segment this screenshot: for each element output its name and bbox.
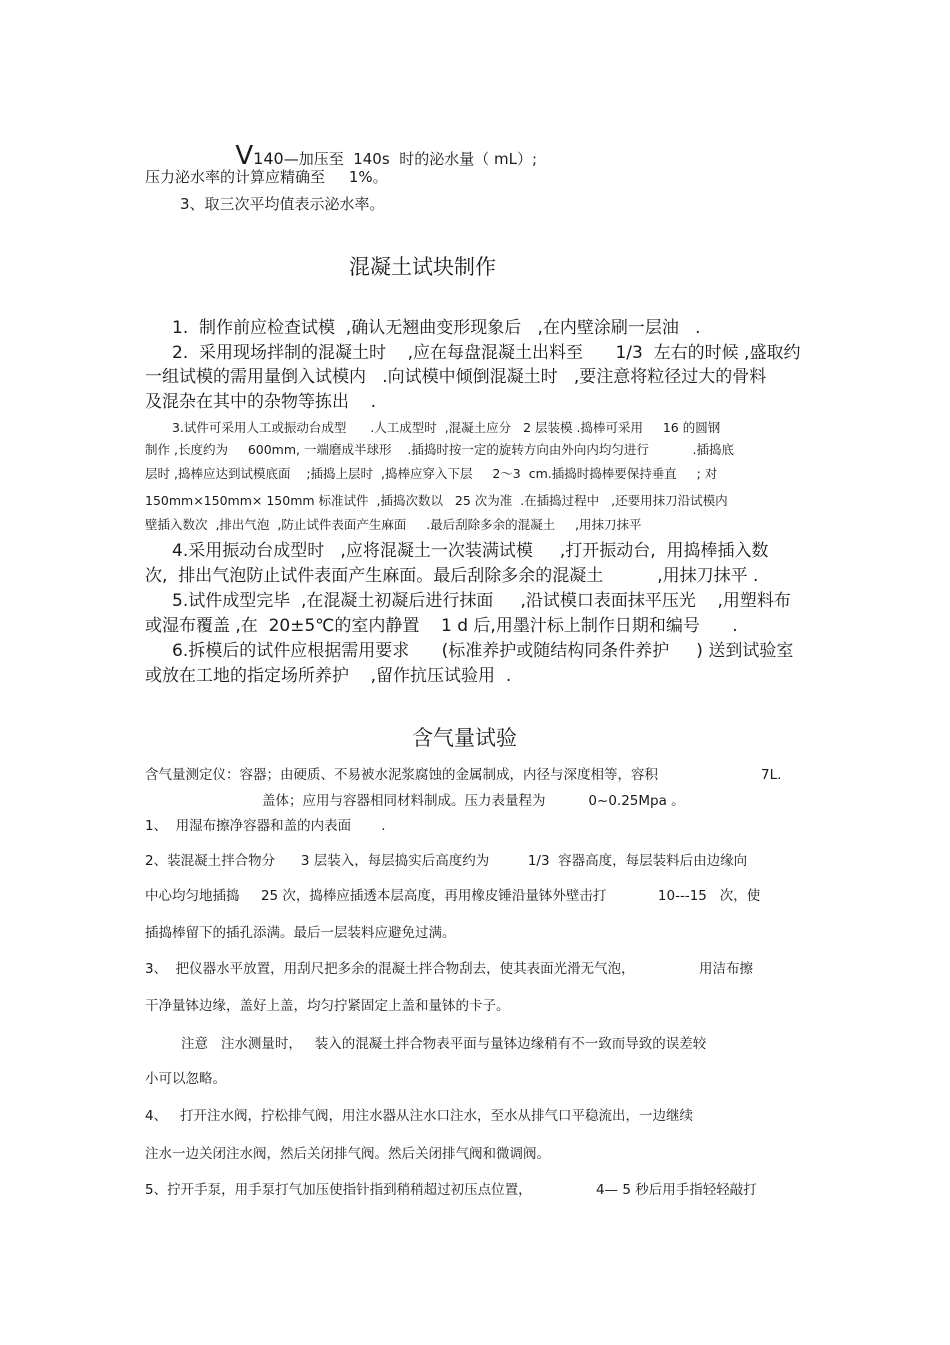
average-text: 3、取三次平均值表示泌水率。 <box>180 195 385 213</box>
v-definition: —加压至 140s 时的泌水量（ mL）; <box>283 150 537 168</box>
step-3-line-1: 3、 把仪器水平放置，用刮尺把多余的混凝土拌合物刮去，使其表面光滑无气泡， 用洁布擦 <box>145 961 754 977</box>
paragraph-4-line-1: 4.采用振动台成型时 ,应将混凝土一次装满试模 ,打开振动台, 用捣棒插入数 <box>172 541 769 561</box>
paragraph-2-line-1: 2. 采用现场拌制的混凝土时 ,应在每盘混凝土出料至 1/3 左右的时候 ,盛取约 <box>172 343 801 363</box>
paragraph-6-line-1: 6.拆模后的试件应根据需用要求 (标准养护或随结构同条件养护 ) 送到试验室 <box>172 641 794 661</box>
step-2-line-2: 中心均匀地插捣 25 次，捣棒应插透本层高度，再用橡皮锤沿量钵外壁击打 10---15 次，使 <box>145 888 761 904</box>
device-line-2: 盖体；应用与容器相同材料制成。压力表量程为 0~0.25Mpa 。 <box>262 793 685 809</box>
paragraph-1: 1. 制作前应检查试模 ,确认无翘曲变形现象后 ,在内壁涂刷一层油 . <box>172 318 701 338</box>
paragraph-6-line-2: 或放在工地的指定场所养护 ,留作抗压试验用 . <box>145 666 512 686</box>
paragraph-3-line-4: 150mm×150mm× 150mm 标准试件 ,插捣次数以 25 次为准 .在插捣过程中 ,还要用抹刀沿试模内 <box>145 493 728 508</box>
note-line-1: 注意 注水测量时， 装入的混凝土拌合物表平面与量钵边缘稍有不一致而导致的误差较 <box>181 1036 707 1052</box>
step-4-line-2: 注水一边关闭注水阀，然后关闭排气阀。然后关闭排气阀和微调阀。 <box>145 1146 550 1162</box>
paragraph-2-line-3: 及混杂在其中的杂物等拣出 . <box>145 392 377 412</box>
section-title-specimen: 混凝土试块制作 <box>349 255 496 279</box>
paragraph-3-line-5: 壁插入数次 ,排出气泡 ,防止试件表面产生麻面 .最后刮除多余的混凝土 ,用抹刀抹平 <box>145 517 642 532</box>
paragraph-3-line-3: 层时 ,捣棒应达到试模底面 ;插捣上层时 ,捣棒应穿入下层 2～3 cm.插捣时捣棒要保持垂直 ; 对 <box>145 466 718 481</box>
v-symbol: V <box>235 141 254 171</box>
section-title-air-content: 含气量试验 <box>412 726 517 750</box>
paragraph-2-line-2: 一组试模的需用量倒入试模内 .向试模中倾倒混凝土时 ,要注意将粒径过大的骨料 <box>145 367 767 387</box>
paragraph-4-line-2: 次, 排出气泡防止试件表面产生麻面。最后刮除多余的混凝土 ,用抹刀抹平 . <box>145 566 759 586</box>
paragraph-3-line-1: 3.试件可采用人工或振动台成型 .人工成型时 ,混凝土应分 2 层装模 .捣棒可采用 16 的圆钢 <box>172 420 721 435</box>
v-subscript: 140 <box>253 149 284 168</box>
paragraph-3-line-2: 制作 ,长度约为 600mm, 一端磨成半球形 .插捣时按一定的旋转方向由外向内均匀进行 .插捣底 <box>145 442 735 457</box>
step-2-line-3: 插捣棒留下的插孔添满。最后一层装料应避免过满。 <box>145 925 456 941</box>
step-2-line-1: 2、装混凝土拌合物分 3 层装入，每层捣实后高度约为 1/3 容器高度，每层装料后由边缘向 <box>145 853 748 869</box>
step-5-line-1: 5、拧开手泵，用手泵打气加压使指针指到稍稍超过初压点位置， 4— 5 秒后用手指轻轻敲打 <box>145 1182 757 1198</box>
step-4-line-1: 4、 打开注水阀，拧松排气阀，用注水器从注水口注水，至水从排气口平稳流出，一边继续 <box>145 1108 693 1124</box>
device-line-1: 含气量测定仪：容器；由硬质、不易被水泥浆腐蚀的金属制成，内径与深度相等，容积 7L. <box>145 767 782 783</box>
paragraph-5-line-2: 或湿布覆盖 ,在 20±5℃的室内静置 1 d 后,用墨汁标上制作日期和编号 . <box>145 616 738 636</box>
precision-text: 压力泌水率的计算应精确至 1%。 <box>145 168 388 186</box>
step-3-line-2: 干净量钵边缘，盖好上盖，均匀拧紧固定上盖和量钵的卡子。 <box>145 998 510 1014</box>
paragraph-5-line-1: 5.试件成型完毕 ,在混凝土初凝后进行抹面 ,沿试模口表面抹平压光 ,用塑料布 <box>172 591 791 611</box>
note-line-2: 小可以忽略。 <box>145 1071 226 1087</box>
step-1: 1、 用湿布擦净容器和盖的内表面 . <box>145 818 386 834</box>
